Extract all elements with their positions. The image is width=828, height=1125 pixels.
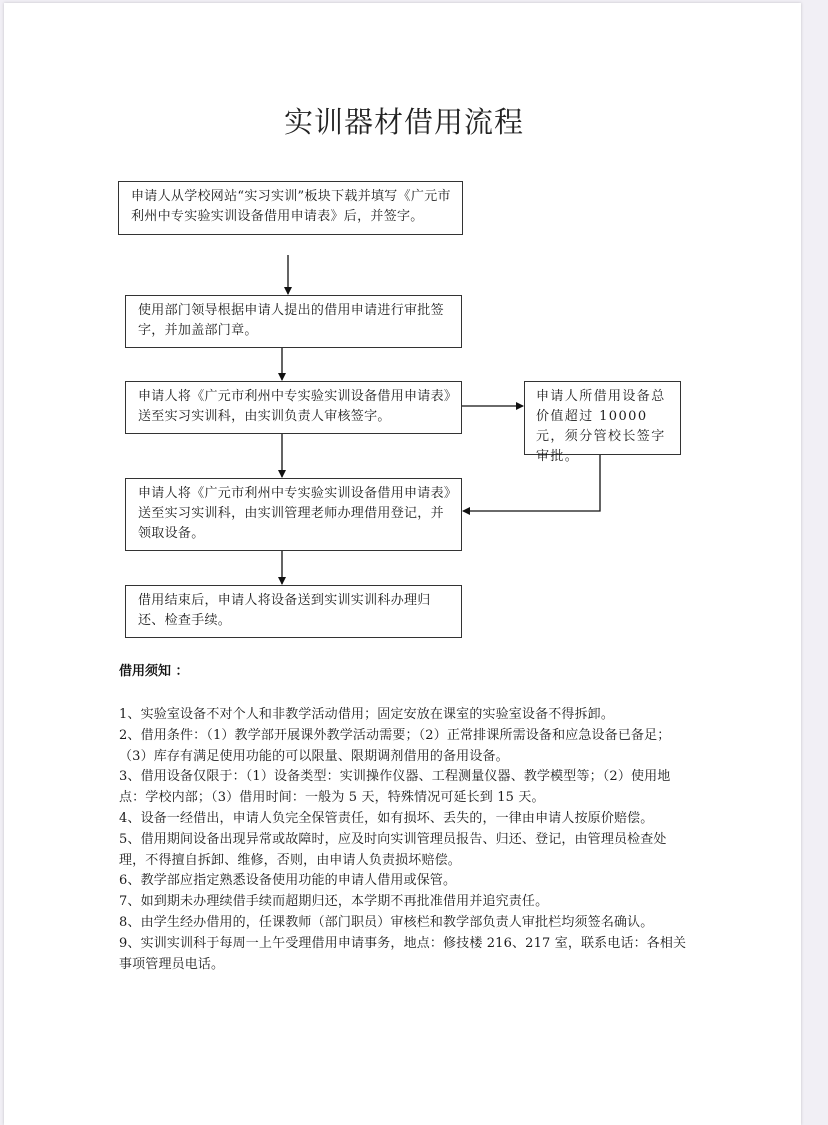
flow-side-step-text: 申请人所借用设备总价值超过 10000 元，须分管校长签字审批。 <box>536 389 666 464</box>
notice-item-5: 5、借用期间设备出现异常或故障时，应及时向实训管理员报告、归还、登记，由管理员检查处理，不得擅自拆卸、维修，否则，由申请人负责损坏赔偿。 <box>119 831 667 868</box>
notice-item-6: 6、教学部应指定熟悉设备使用功能的申请人借用或保管。 <box>119 873 457 889</box>
flow-step-1 <box>118 181 463 235</box>
document-title: 实训器材借用流程 <box>283 105 524 139</box>
notice-list <box>119 705 689 975</box>
notice-heading: 借用须知 ： <box>119 664 189 679</box>
flow-step-1-text: 申请人从学校网站“实习实训”板块下载并填写《广元市利州中专实验实训设备借用申请表》后，并签字。 <box>131 189 451 224</box>
notice-item-4: 4、设备一经借出，申请人负完全保管责任，如有损坏、丢失的，一律由申请人按原价赔偿。 <box>119 810 654 826</box>
notice-item-1: 1、实验室设备不对个人和非教学活动借用；固定安放在课室的实验室设备不得拆卸。 <box>119 707 614 722</box>
flow-step-3-text: 申请人将《广元市利州中专实验实训设备借用申请表》送至实习实训科，由实训负责人审核签字。 <box>138 389 451 424</box>
notice-item-9: 9、实训实训科于每周一上午受理借用申请事务，地点：修技楼 216、217 室，联系电话：各相关事项管理员电话。 <box>119 935 687 972</box>
notice-item-7: 7、如到期未办理续借手续而超期归还，本学期不再批准借用并追究责任。 <box>119 894 549 910</box>
flow-step-4-text: 申请人将《广元市利州中专实验实训设备借用申请表》送至实习实训科，由实训管理老师办理借用登记，并领取设备。 <box>138 486 451 541</box>
flow-step-2-text: 使用部门领导根据申请人提出的借用申请进行审批签字，并加盖部门章。 <box>138 303 444 338</box>
flow-side-step <box>524 381 681 464</box>
notice-item-3: 3、借用设备仅限于：（1）设备类型：实训操作仪器、工程测量仪器、教学模型等；（2）使用地点：学校内部；（3）借用时间：一般为 5 天，特殊情况可延长到 15 天。 <box>119 769 671 806</box>
flow-step-2 <box>125 295 462 348</box>
flow-step-5-text: 借用结束后，申请人将设备送到实训实训科办理归还、检查手续。 <box>138 593 431 628</box>
flow-step-3 <box>125 381 462 434</box>
notice-item-2: 2、借用条件：（1）教学部开展课外教学活动需要；（2）正常排课所需设备和应急设备已备足；（3）库存有满足使用功能的可以限量、限期调剂借用的备用设备。 <box>119 727 671 764</box>
flow-step-5 <box>125 585 462 638</box>
notice-item-8: 8、由学生经办借用的，任课教师（部门职员）审核栏和教学部负责人审批栏均须签名确认。 <box>119 914 654 930</box>
flow-step-4 <box>125 478 462 551</box>
